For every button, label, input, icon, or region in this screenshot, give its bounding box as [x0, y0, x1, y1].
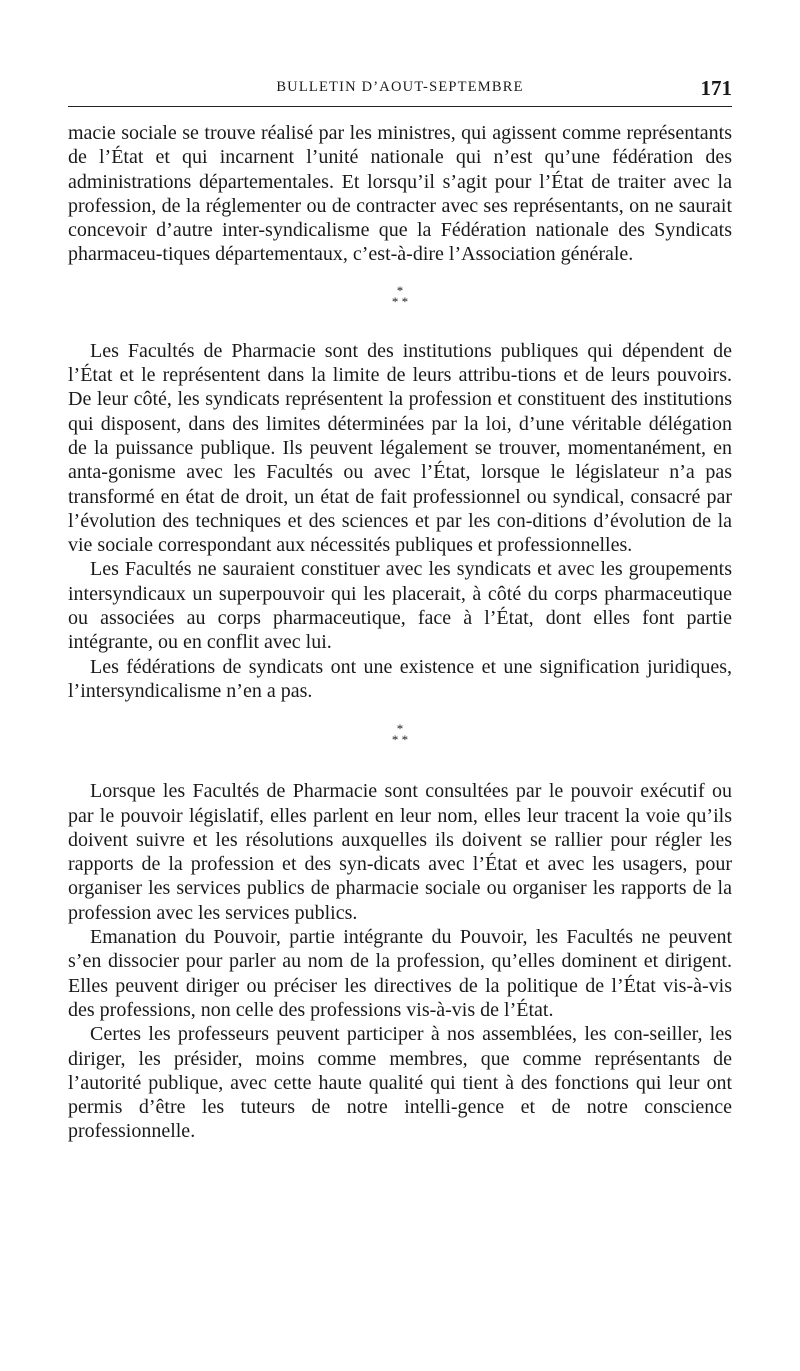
paragraph-1: macie sociale se trouve réalisé par les ministres, qui agissent comme représentants de l’État et qui incarnent l’unité nationale qui n’est qu’une fédération des administrations départementales. Et lorsqu’il s’agit pour l’État de traiter avec la profession, de la réglementer ou de contracter avec ses représentants, on ne saurait concevoir d’autre inter-syndicalisme que la Fédération nationale des Syndicats pharmaceu-tiques départementaux, c’est-à-dire l’Association générale.: [68, 122, 732, 266]
section-ornament: [68, 277, 732, 329]
body-text: [68, 121, 732, 1144]
section-ornament: [68, 715, 732, 767]
paragraph-6: Emanation du Pouvoir, partie intégrante du Pouvoir, les Facultés ne peuvent s’en dissocier pour parler au nom de la profession, qu’elles dominent et dirigent. Elles peuvent diriger ou préciser les directives de la politique de l’État vis-à-vis des professions, non celle des professions vis-à-vis de l’État.: [68, 926, 732, 1021]
paragraph-5: Lorsque les Facultés de Pharmacie sont consultées par le pouvoir exécutif ou par le pouvoir législatif, elles parlent en leur nom, elles leur tracent la voie qu’ils doivent suivre et les résolutions auxquelles ils doivent se rallier pour régler les rapports de la profession et des syn-dicats avec l’État et avec les usagers, pour organiser les services publics de pharmacie sociale ou organiser les rapports de la profession avec les services publics.: [68, 780, 732, 924]
ornament-bottom-stars: * *: [391, 293, 409, 309]
paragraph-4: Les fédérations de syndicats ont une existence et une signification juridiques, l’intersyndicalisme n’en a pas.: [68, 655, 732, 702]
paragraph-3: Les Facultés ne sauraient constituer avec les syndicats et avec les groupements intersyndicaux un superpouvoir qui les placerait, à côté du corps pharmaceutique ou associées au corps pharmaceutique, face à l’État, dont elles font partie intégrante, ou en conflit avec lui.: [68, 558, 732, 654]
paragraph-7: Certes les professeurs peuvent participer à nos assemblées, les con-seiller, les diriger, les présider, moins comme membres, que comme représentants de l’autorité publique, avec cette haute qualité qui tient à des fonctions qui leur ont permis d’être les tuteurs de notre intelli-gence et de notre conscience professionnelle.: [68, 1023, 732, 1143]
page-header: [68, 76, 732, 100]
paragraph-2: Les Facultés de Pharmacie sont des institutions publiques qui dépendent de l’État et le représentent dans la limite de leurs attribu-tions et de leurs pouvoirs. De leur côté, les syndicats représentent la profession et constituent des institutions qui disposent, dans des limites déterminées par la loi, d’une véritable délégation de la puissance publique. Ils peuvent légalement se trouver, momentanément, en anta-gonisme avec les Facultés ou avec l’État, lorsque le législateur n’a pas transformé en état de droit, un état de fait professionnel ou syndical, consacré par l’évolution des techniques et des sciences et par les con-ditions d’évolution de la vie sociale correspondant aux nécessités publiques et professionnelles.: [68, 339, 732, 557]
running-title: BULLETIN D’AOUT-SEPTEMBRE: [276, 79, 524, 95]
ornament-top-star: *: [396, 721, 404, 737]
ornament-bottom-stars: * *: [391, 732, 409, 748]
ornament-top-star: *: [396, 282, 404, 298]
header-rule: [68, 106, 732, 107]
page-number: 171: [700, 76, 732, 100]
